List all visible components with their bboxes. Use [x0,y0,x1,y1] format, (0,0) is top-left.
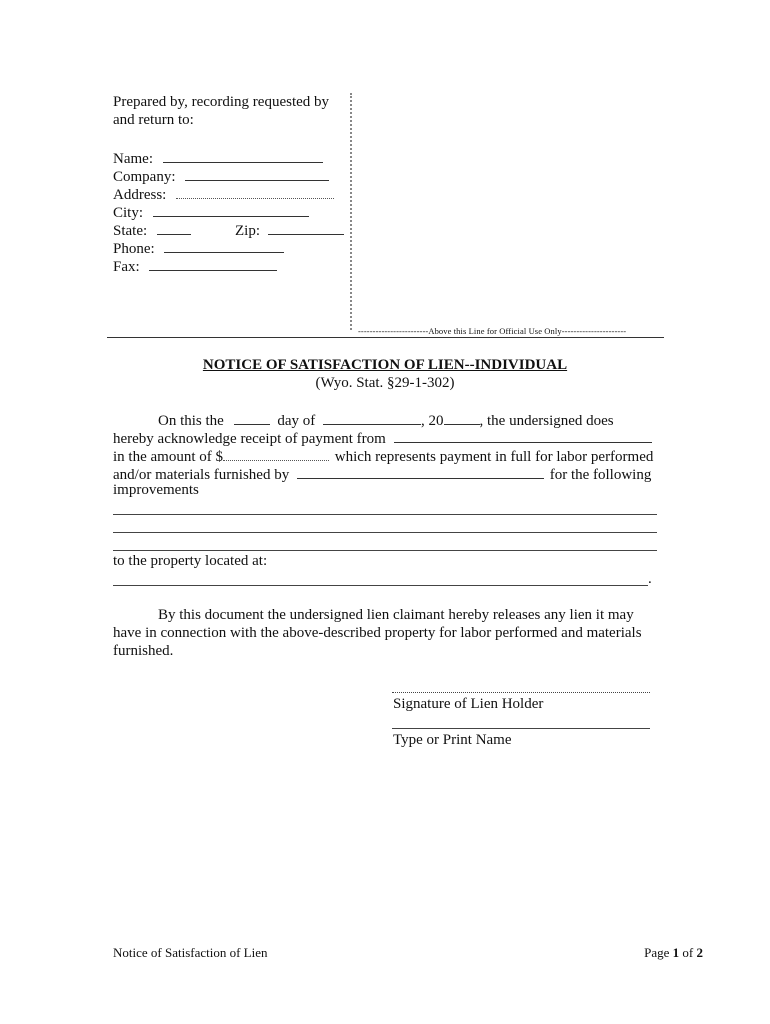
day-field[interactable] [234,410,270,425]
for-following-text: for the following [549,467,652,483]
address-label: Address: [113,187,167,203]
year-field[interactable] [444,410,480,425]
on-this-text: On this the [158,413,224,429]
page-prefix: Page [644,945,673,960]
page-of: of [679,945,697,960]
name-label: Name: [113,151,153,167]
official-use-rule [107,337,664,338]
zip-row [235,220,344,240]
fax-row [113,256,277,276]
recording-area-divider [350,93,352,330]
city-field[interactable] [153,202,309,217]
company-label: Company: [113,169,176,185]
state-field[interactable] [157,220,191,235]
improvements-line-2[interactable] [113,532,657,533]
amount-field[interactable] [223,446,329,461]
represents-text: which represents payment in full for labor performed [334,449,654,465]
name-field[interactable] [163,148,323,163]
page-indicator [644,945,703,961]
para2-line2: have in connection with the above-described property for labor performed and materials [113,625,642,641]
page-current: 1 [672,945,680,960]
fax-label: Fax: [113,259,140,275]
city-label: City: [113,205,144,221]
improvements-line-3[interactable] [113,550,657,551]
para1-line2 [113,428,652,448]
city-row [113,202,309,222]
prepared-by-line1: Prepared by, recording requested by [113,94,330,110]
phone-row [113,238,284,258]
payer-field[interactable] [394,428,652,443]
undersigned-text: , the undersigned does [479,413,614,429]
property-address-line[interactable] [113,585,648,586]
improvements-text: improvements [113,482,199,498]
official-use-label: ------------------------Above this Line for Official Use Only---------------------- [358,326,627,336]
state-row [113,220,191,240]
page-total: 2 [696,945,703,960]
name-row [113,148,323,168]
zip-label: Zip: [235,223,260,239]
acknowledge-text: hereby acknowledge receipt of payment from [113,431,386,447]
phone-label: Phone: [113,241,155,257]
statute-reference: (Wyo. Stat. §29-1-302) [315,375,455,391]
document-title-wrap [0,357,770,374]
property-period: . [648,571,652,587]
para1-line3 [113,446,653,466]
month-field[interactable] [323,410,421,425]
amount-text: in the amount of $ [113,449,223,465]
signature-line[interactable] [392,692,650,693]
company-field[interactable] [185,166,329,181]
para1-line4 [113,464,651,484]
document-title: NOTICE OF SATISFACTION OF LIEN--INDIVIDUAL [202,357,568,373]
improvements-line-1[interactable] [113,514,657,515]
para2-line1: By this document the undersigned lien claimant hereby releases any lien it may [158,607,634,623]
prepared-by-line2: and return to: [113,112,194,128]
address-row [113,184,334,204]
phone-field[interactable] [164,238,284,253]
footer-document-name: Notice of Satisfaction of Lien [113,945,268,960]
furnished-by-field[interactable] [297,464,544,479]
state-label: State: [113,223,148,239]
address-field[interactable] [176,184,334,199]
para1-line1 [158,410,614,430]
company-row [113,166,329,186]
furnished-by-text: and/or materials furnished by [113,467,290,483]
signature-label: Signature of Lien Holder [393,696,544,712]
zip-field[interactable] [268,220,344,235]
print-name-line[interactable] [392,728,650,729]
print-name-label: Type or Print Name [393,732,512,748]
year-prefix-text: , 20 [421,413,444,429]
para2-line3: furnished. [113,643,174,659]
day-of-text: day of [277,413,316,429]
property-located-text: to the property located at: [113,553,268,569]
fax-field[interactable] [149,256,277,271]
